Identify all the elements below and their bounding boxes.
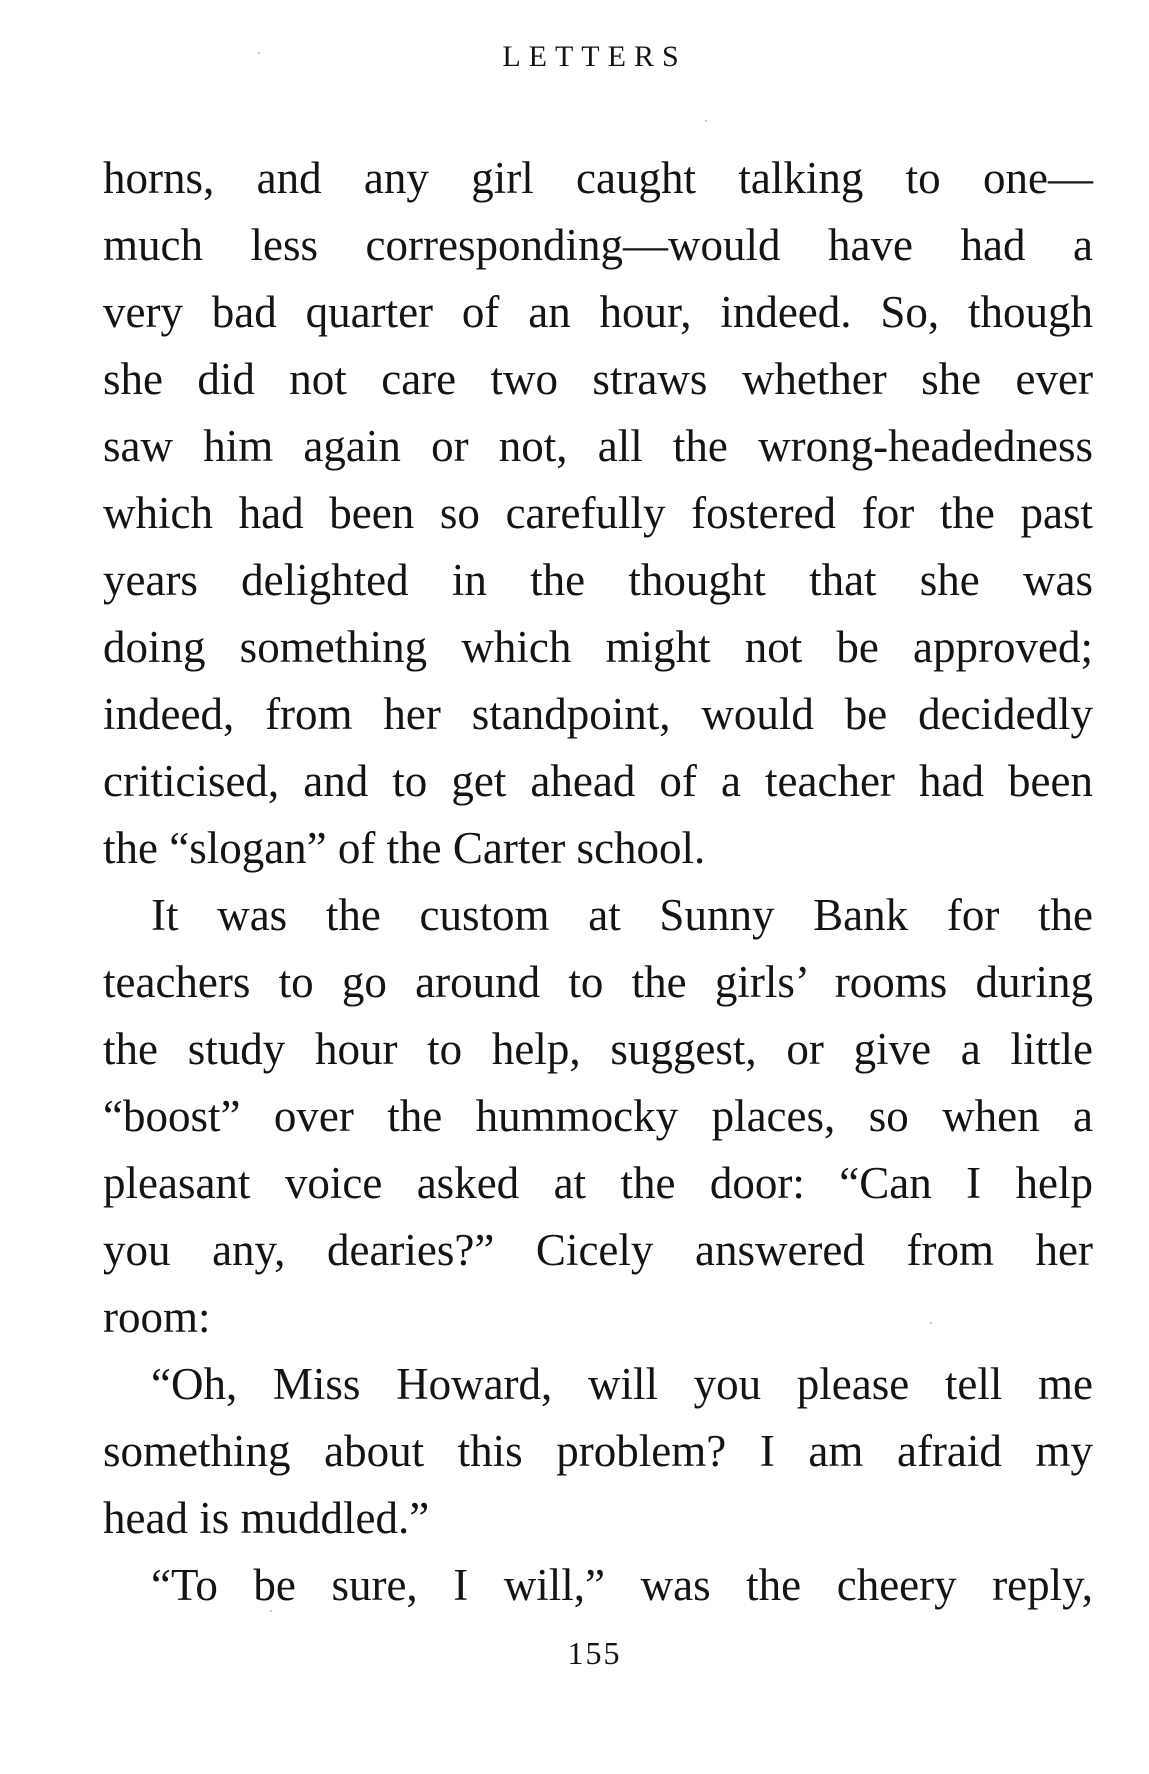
text-line: you any, dearies?” Cicely answered from her <box>103 1225 1093 1275</box>
text-line: criticised, and to get ahead of a teacher had been <box>103 756 1093 806</box>
scan-speck <box>258 52 260 54</box>
text-line: “To be sure, I will,” was the cheery reply, <box>151 1560 1093 1610</box>
text-line: indeed, from her standpoint, would be decidedly <box>103 689 1093 739</box>
text-line: horns, and any girl caught talking to one— <box>103 153 1093 203</box>
text-line: “boost” over the hummocky places, so when a <box>103 1091 1093 1141</box>
text-line: It was the custom at Sunny Bank for the <box>151 890 1093 940</box>
scan-speck <box>930 1322 932 1324</box>
text-line: pleasant voice asked at the door: “Can I help <box>103 1158 1093 1208</box>
body-text <box>103 145 1093 1619</box>
text-line: “Oh, Miss Howard, will you please tell me <box>151 1359 1093 1409</box>
running-head: LETTERS <box>502 40 687 73</box>
scan-speck <box>705 120 707 122</box>
text-line: the “slogan” of the Carter school. <box>103 823 706 873</box>
text-line: head is muddled.” <box>103 1493 430 1543</box>
text-line: much less corresponding—would have had a <box>103 220 1093 270</box>
text-line: something about this problem? I am afraid my <box>103 1426 1093 1476</box>
text-line: doing something which might not be approved; <box>103 622 1093 672</box>
text-line: years delighted in the thought that she was <box>103 555 1093 605</box>
scan-speck <box>270 1610 272 1612</box>
page-number: 155 <box>567 1635 622 1671</box>
text-line: teachers to go around to the girls’ rooms during <box>103 957 1093 1007</box>
text-line: she did not care two straws whether she ever <box>103 354 1093 404</box>
text-line: the study hour to help, suggest, or give a little <box>103 1024 1093 1074</box>
text-line: which had been so carefully fostered for the past <box>103 488 1093 538</box>
text-line: saw him again or not, all the wrong-headedness <box>103 421 1093 471</box>
text-line: room: <box>103 1292 211 1342</box>
text-line: very bad quarter of an hour, indeed. So, though <box>103 287 1093 337</box>
